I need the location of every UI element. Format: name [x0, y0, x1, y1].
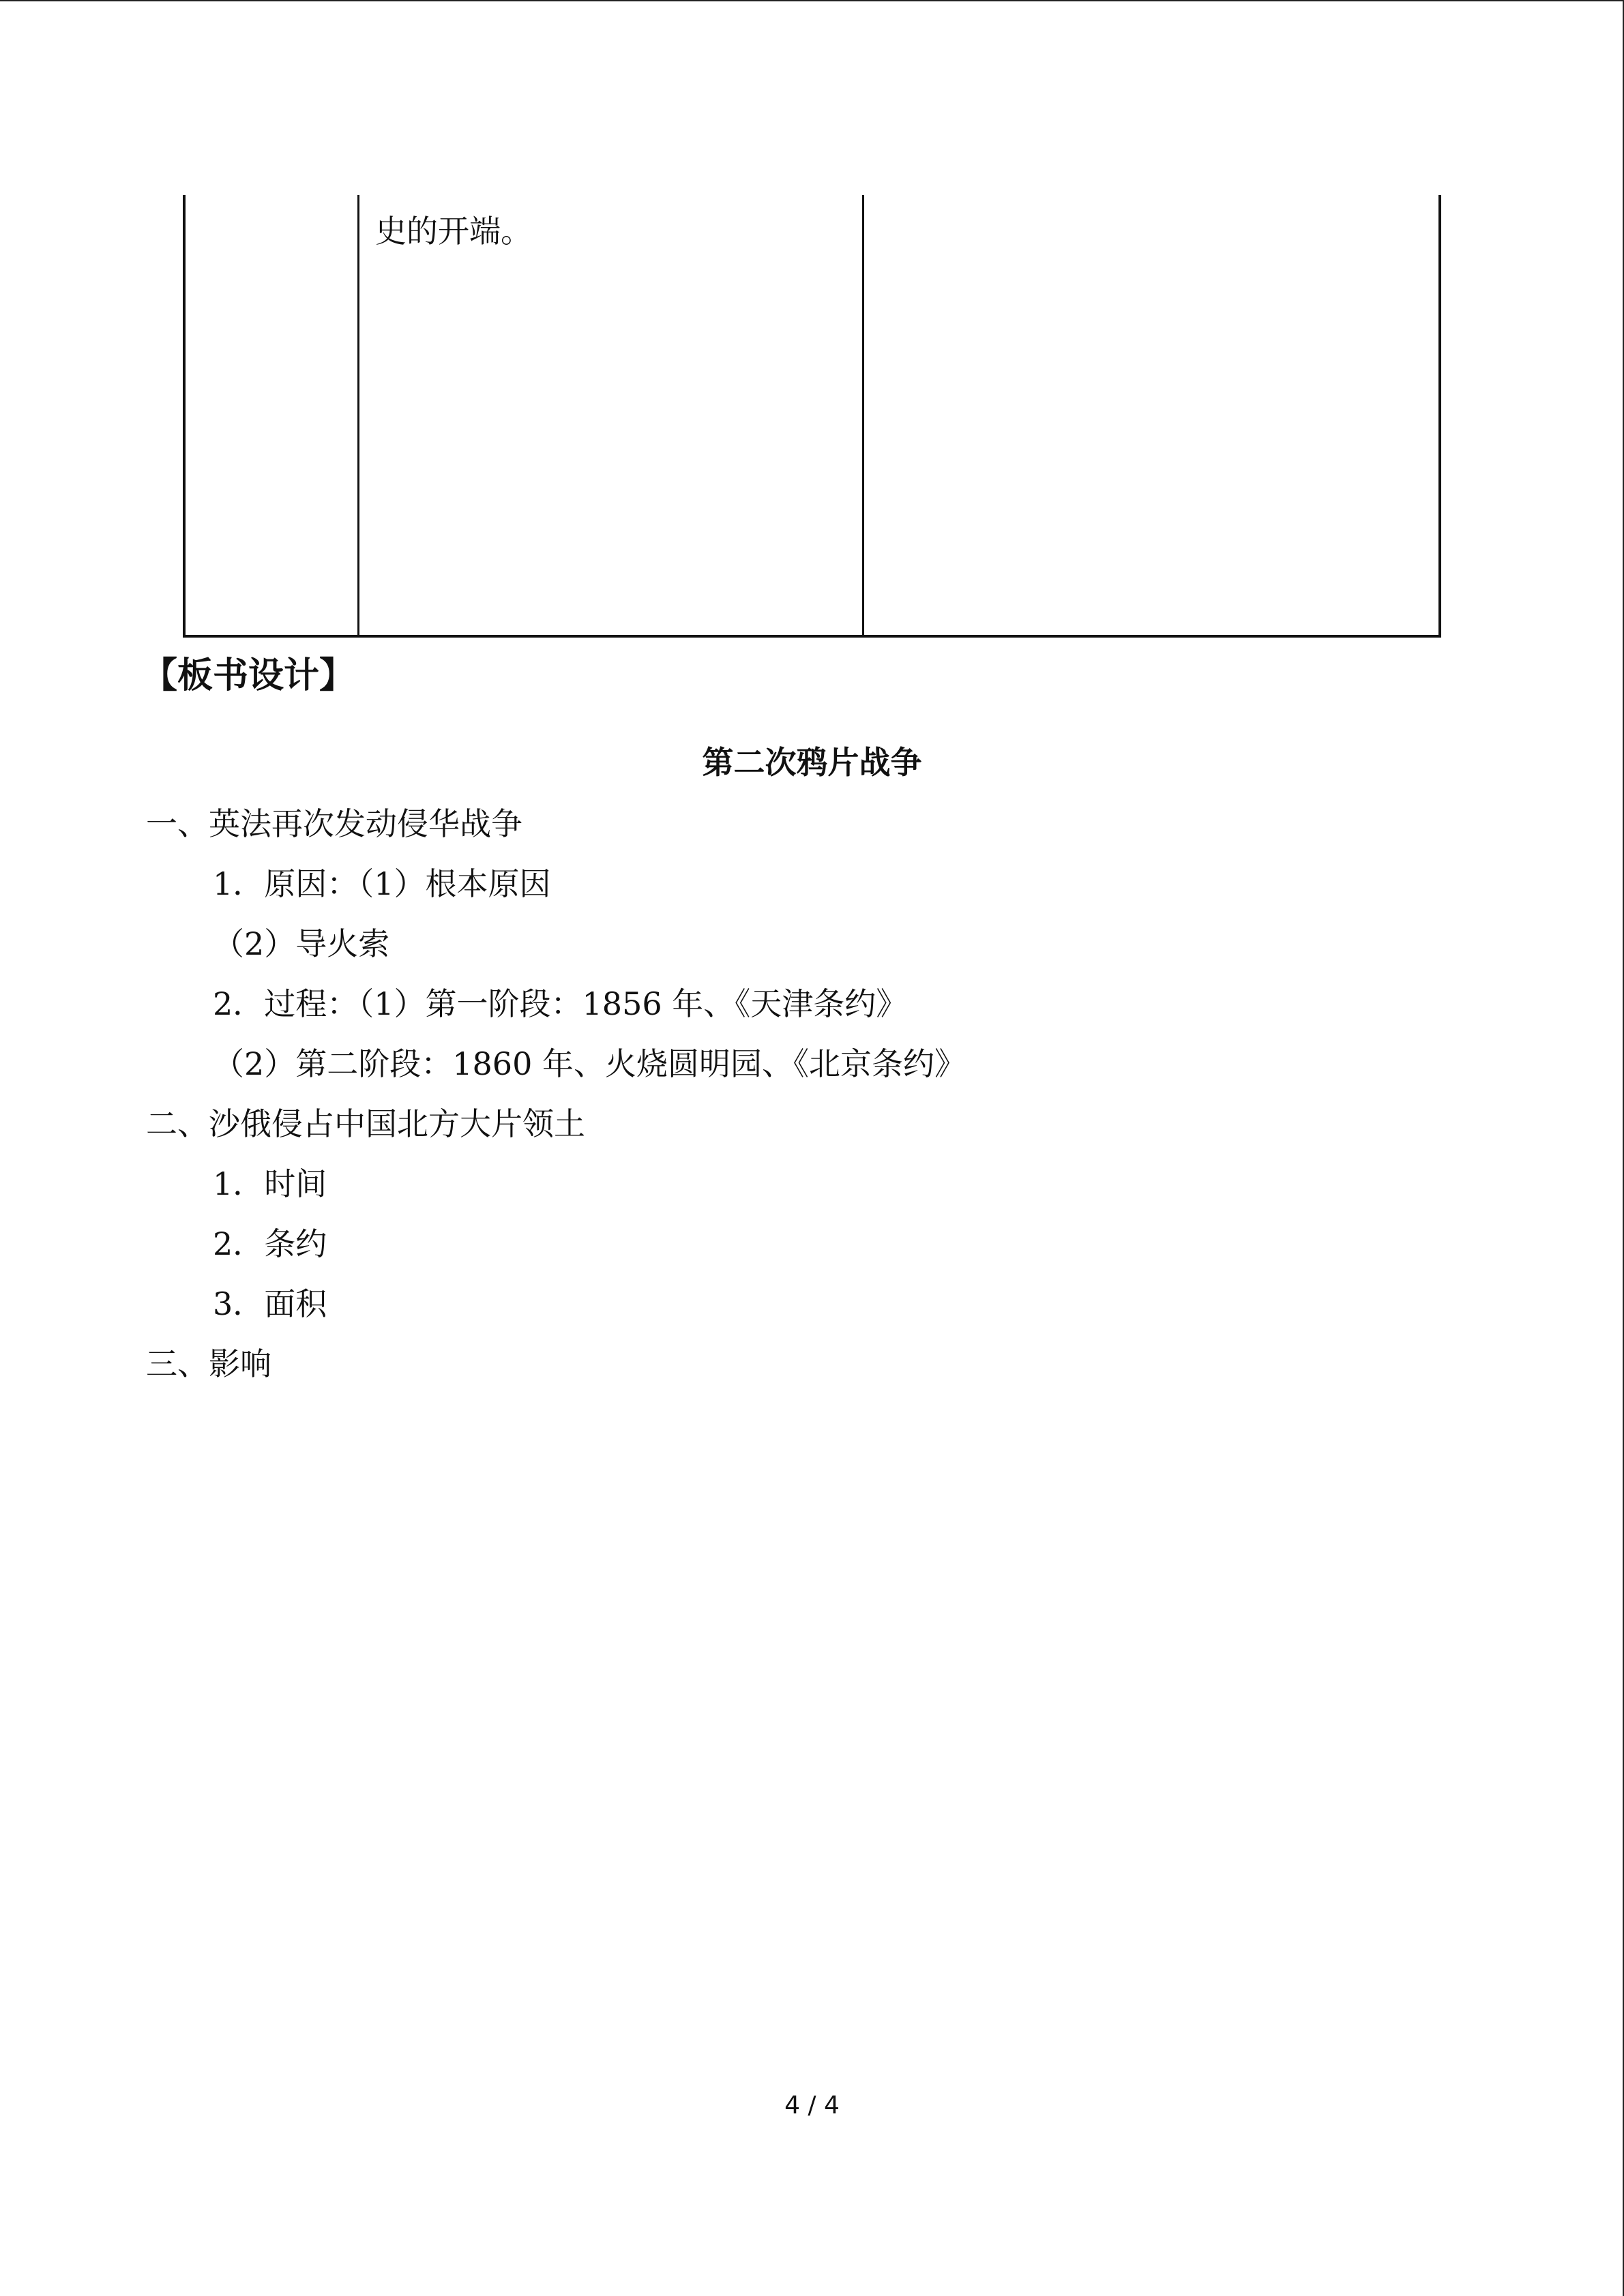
outline-item: 1．时间 — [213, 1165, 327, 1202]
outline-item: 3．面积 — [213, 1285, 327, 1322]
table-cell-text: 史的开端。 — [375, 213, 532, 250]
outline-heading-3: 三、影响 — [146, 1345, 271, 1382]
page-number: 4 / 4 — [784, 2091, 840, 2119]
table-column-divider — [862, 195, 864, 635]
section-heading: 【板书设计】 — [142, 655, 355, 696]
lesson-table-continuation — [183, 195, 1441, 638]
outline-item: 2．条约 — [213, 1225, 327, 1262]
outline-item: （2）第二阶段：1860 年、火烧圆明园、《北京条约》 — [213, 1045, 966, 1082]
table-column-divider — [357, 195, 359, 635]
outline-heading-2: 二、沙俄侵占中国北方大片领土 — [146, 1105, 585, 1142]
outline-item: 1．原因：（1）根本原因 — [213, 865, 551, 902]
outline-item: （2）导火索 — [213, 925, 390, 962]
outline-item: 2．过程：（1）第一阶段：1856 年、《天津条约》 — [213, 985, 908, 1022]
outline-heading-1: 一、英法再次发动侵华战争 — [146, 805, 522, 842]
board-title: 第二次鸦片战争 — [702, 744, 922, 781]
